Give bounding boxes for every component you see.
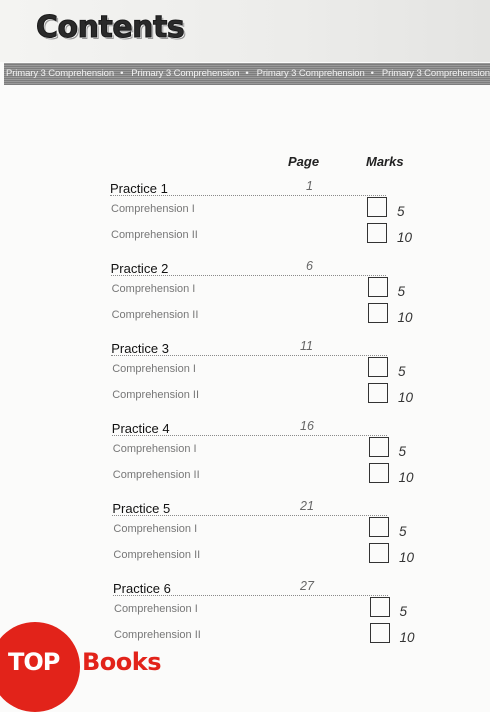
marks-total: 5 <box>397 204 405 219</box>
comprehension-item-label: Comprehension I <box>111 203 195 215</box>
dotted-leader <box>111 275 387 276</box>
marks-total: 10 <box>398 390 414 405</box>
marks-total: 10 <box>399 550 415 565</box>
comprehension-item-label: Comprehension II <box>114 629 201 641</box>
dotted-leader <box>112 435 387 436</box>
practice-page-number: 1 <box>306 179 313 193</box>
marks-total: 5 <box>399 524 407 539</box>
dotted-leader <box>113 595 388 596</box>
page-column-header: Page <box>288 154 320 169</box>
marks-box[interactable] <box>369 543 389 563</box>
banner-separator: • <box>120 68 124 79</box>
banner-separator: • <box>370 68 374 79</box>
dotted-leader <box>112 515 387 516</box>
marks-box[interactable] <box>367 197 387 217</box>
practice-title: Practice 6 <box>113 581 171 596</box>
marks-box[interactable] <box>370 623 390 643</box>
marks-box[interactable] <box>369 437 389 457</box>
topbooks-logo <box>0 622 220 712</box>
marks-total: 5 <box>399 604 408 619</box>
logo-books-text: Books <box>82 648 162 676</box>
comprehension-item-label: Comprehension I <box>112 443 197 455</box>
marks-box[interactable] <box>368 357 388 377</box>
marks-box[interactable] <box>368 277 388 297</box>
practice-page-number: 16 <box>300 419 314 433</box>
marks-box[interactable] <box>368 303 388 323</box>
comprehension-item-label: Comprehension II <box>112 469 200 481</box>
marks-total: 10 <box>399 630 415 645</box>
dotted-leader <box>111 355 386 356</box>
marks-total: 10 <box>397 310 413 325</box>
dotted-leader <box>110 195 386 196</box>
marks-total: 5 <box>397 284 406 299</box>
practice-page-number: 11 <box>300 339 313 353</box>
marks-column-header: Marks <box>366 154 404 169</box>
marks-total: 10 <box>397 230 413 245</box>
page-title: Contents <box>36 10 185 45</box>
header <box>0 0 490 62</box>
marks-box[interactable] <box>370 597 390 617</box>
marks-total: 10 <box>398 470 414 485</box>
comprehension-item-label: Comprehension I <box>113 523 198 535</box>
marks-box[interactable] <box>367 223 387 243</box>
practice-title: Practice 5 <box>112 501 171 516</box>
banner-text: Primary 3 Comprehension <box>131 68 240 79</box>
comprehension-item-label: Comprehension I <box>112 363 196 375</box>
logo-top-text: TOP <box>8 648 60 676</box>
comprehension-item-label: Comprehension I <box>114 603 198 615</box>
series-banner <box>4 63 490 85</box>
comprehension-item-label: Comprehension II <box>111 229 198 241</box>
banner-text: Primary 3 Comprehension <box>381 68 490 79</box>
marks-box[interactable] <box>369 463 389 483</box>
marks-box[interactable] <box>368 383 388 403</box>
practice-page-number: 27 <box>300 579 314 593</box>
marks-total: 5 <box>398 444 407 459</box>
comprehension-item-label: Comprehension II <box>113 549 201 561</box>
banner-text: Primary 3 Comprehension <box>256 68 365 79</box>
practice-title: Practice 4 <box>111 421 170 436</box>
marks-total: 5 <box>398 364 406 379</box>
comprehension-item-label: Comprehension II <box>112 389 200 401</box>
banner-separator: • <box>245 68 249 79</box>
marks-box[interactable] <box>369 517 389 537</box>
banner-text: Primary 3 Comprehension <box>6 68 115 79</box>
practice-page-number: 21 <box>300 499 314 513</box>
comprehension-item-label: Comprehension I <box>111 283 196 295</box>
practice-title: Practice 2 <box>110 261 169 276</box>
practice-title: Practice 3 <box>111 341 169 356</box>
comprehension-item-label: Comprehension II <box>111 309 199 321</box>
practice-page-number: 6 <box>306 259 313 273</box>
practice-title: Practice 1 <box>110 181 168 196</box>
